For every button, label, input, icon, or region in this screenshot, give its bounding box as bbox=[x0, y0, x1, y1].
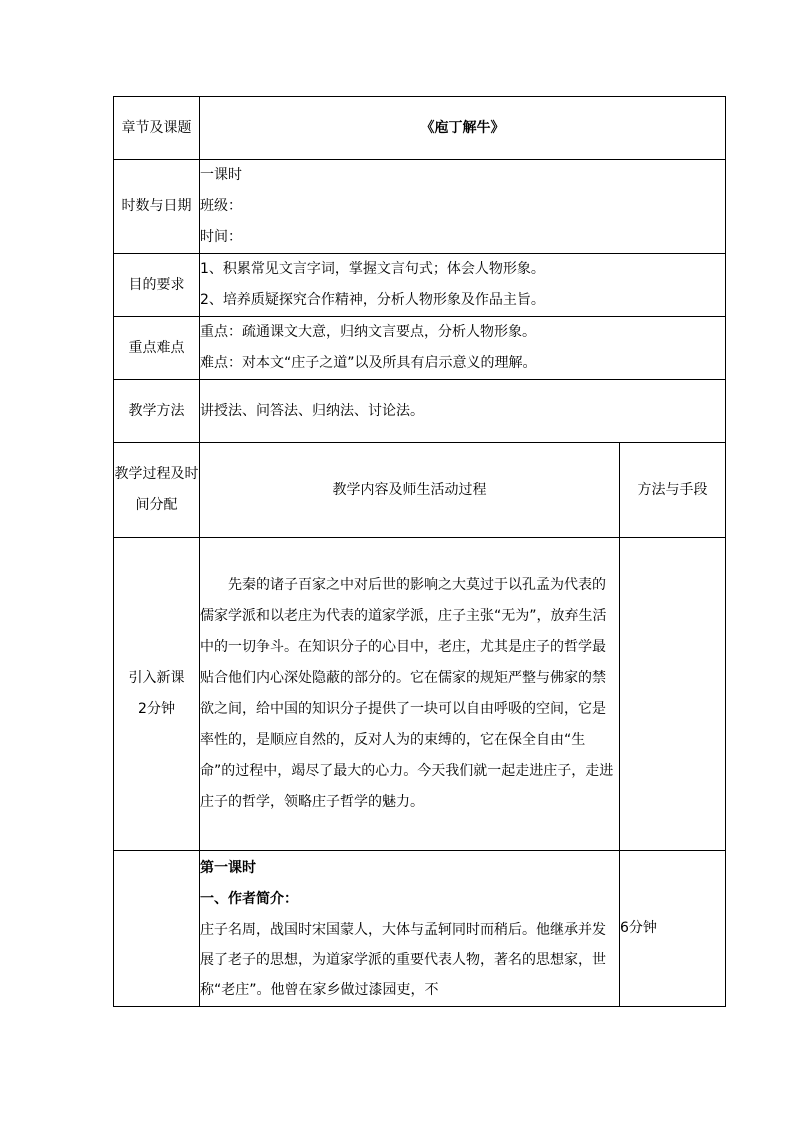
row-key bbox=[114, 317, 726, 380]
lesson1-subheading: 一、作者简介： bbox=[200, 890, 298, 907]
intro-label-line-2: 2分钟 bbox=[138, 701, 175, 717]
lesson1-heading: 第一课时 bbox=[200, 859, 256, 876]
lesson1-text: 庄子名周，战国时宋国蒙人，大体与孟轲同时而稍后。他继承并发展了老子的思想，为道家学派的重要代表人物，著名的思想家，世称“老庄”。他曾在家乡做过漆园吏，不 bbox=[200, 921, 606, 998]
intro-label bbox=[114, 538, 200, 851]
row-intro bbox=[114, 538, 726, 851]
time-content bbox=[200, 160, 726, 254]
time-line-1: 一课时 bbox=[200, 167, 242, 183]
key-label: 重点难点 bbox=[114, 317, 200, 380]
key-line-2: 难点：对本文“庄子之道”以及所具有启示意义的理解。 bbox=[200, 355, 537, 371]
key-content bbox=[200, 317, 726, 380]
intro-means bbox=[620, 538, 726, 851]
intro-text: 先秦的诸子百家之中对后世的影响之大莫过于以孔孟为代表的儒家学派和以老庄为代表的道家学派，庄子主张“无为”，放弃生活中的一切争斗。在知识分子的心目中，老庄，尤其是庄子的哲学最贴合他们内心深处隐蔽的部分的。它在儒家的规矩严整与佛家的禁欲之间，给中国的知识分子提供了一块可以自由呼吸的空间，它是率性的，是顺应自然的，反对人为的束缚的，它在保全自由“生命”的过程中，竭尽了最大的心力。今天我们就一起走进庄子，走进庄子的哲学，领略庄子哲学的魅力。 bbox=[200, 538, 620, 851]
lesson-plan-table bbox=[113, 96, 726, 1007]
row-goals bbox=[114, 254, 726, 317]
method-content: 讲授法、问答法、归纳法、讨论法。 bbox=[200, 380, 726, 443]
time-line-3: 时间： bbox=[200, 229, 242, 245]
row-process-header bbox=[114, 443, 726, 538]
row-chapter bbox=[114, 97, 726, 160]
chapter-label: 章节及课题 bbox=[114, 97, 200, 160]
goals-content bbox=[200, 254, 726, 317]
lesson1-label bbox=[114, 851, 200, 1007]
goals-label: 目的要求 bbox=[114, 254, 200, 317]
time-label: 时数与日期 bbox=[114, 160, 200, 254]
lesson1-content bbox=[200, 851, 620, 1007]
process-content-header: 教学内容及师生活动过程 bbox=[200, 443, 620, 538]
row-method bbox=[114, 380, 726, 443]
row-lesson1 bbox=[114, 851, 726, 1007]
goal-line-2: 2、培养质疑探究合作精神，分析人物形象及作品主旨。 bbox=[200, 292, 545, 308]
lesson-title: 《庖丁解牛》 bbox=[200, 97, 726, 160]
key-line-1: 重点：疏通课文大意，归纳文言要点，分析人物形象。 bbox=[200, 324, 536, 340]
process-label: 教学过程及时间分配 bbox=[114, 443, 200, 538]
method-label: 教学方法 bbox=[114, 380, 200, 443]
lesson1-means: 6分钟 bbox=[620, 851, 726, 1007]
goal-line-1: 1、积累常见文言字词，掌握文言句式；体会人物形象。 bbox=[200, 261, 545, 277]
process-means-header: 方法与手段 bbox=[620, 443, 726, 538]
intro-label-line-1: 引入新课 bbox=[128, 670, 185, 686]
time-line-2: 班级： bbox=[200, 198, 242, 214]
row-time bbox=[114, 160, 726, 254]
